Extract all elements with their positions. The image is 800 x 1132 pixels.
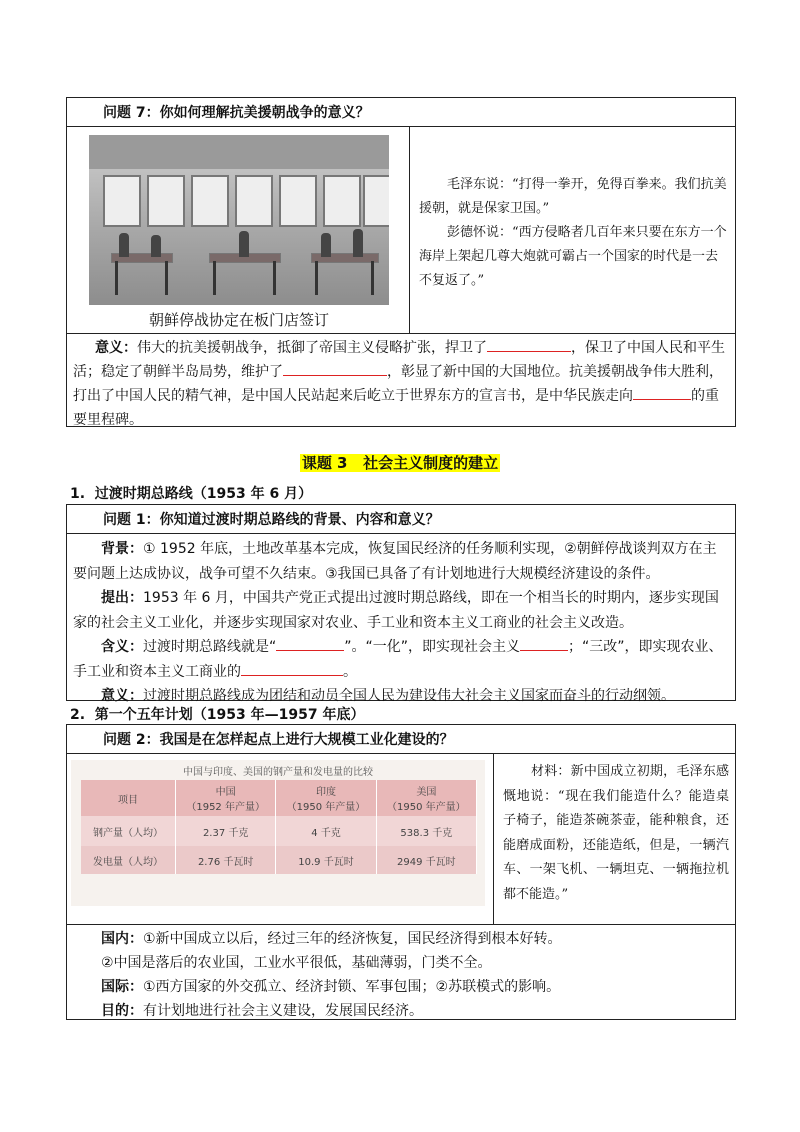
meaning-text-d: 的重要里程碑。 <box>73 388 719 428</box>
col-usa: 美国 （1950 年产量） <box>376 780 476 816</box>
col-item: 项目 <box>81 780 176 816</box>
table-row: 发电量（人均） 2.76 千瓦时 10.9 千瓦时 2949 千瓦时 <box>81 846 477 874</box>
domestic-2: ②中国是落后的农业国，工业水平很低，基础薄弱，门类不全。 <box>101 955 492 971</box>
blank-3[interactable] <box>633 387 691 400</box>
mao-material: 材料：新中国成立初期，毛泽东感慨地说：“现在我们能造什么？能造桌子椅子，能造茶碗茶壶，能种粮食，还能磨成面粉，还能造纸，但是，一辆汽车、一架飞机、一辆坦克、一辆拖拉机都不能造。” <box>503 764 729 902</box>
question-7-box <box>66 97 736 427</box>
meaning-para: 含义：过渡时期总路线就是“ ”。“一化”，即实现社会主义 ；“三改”，即实现农业、手工业和资本主义工商业的 。 <box>73 639 723 680</box>
table-row: 钢产量（人均） 2.37 千克 4 千克 538.3 千克 <box>81 816 477 846</box>
question-2-title: 问题 2：我国是在怎样起点上进行大规模工业化建设的？ <box>67 725 735 754</box>
section-2-heading: 2. 第一个五年计划（1953 年—1957 年底） <box>70 707 365 723</box>
significance-para: 意义：过渡时期总路线成为团结和动员全国人民为建设伟大社会主义国家而奋斗的行动纲领。 <box>101 688 675 704</box>
comparison-table-image <box>71 760 485 906</box>
comparison-table <box>81 780 477 874</box>
domestic-1: 国内：①新中国成立以后，经过三年的经济恢复，国民经济得到根本好转。 <box>101 931 562 947</box>
topic-title: 课题 3 社会主义制度的建立 <box>301 454 499 472</box>
meaning-label: 意义： <box>95 340 137 356</box>
international: 国际：①西方国家的外交孤立、经济封锁、军事包围；②苏联模式的影响。 <box>101 979 561 995</box>
q7-meaning <box>67 334 735 432</box>
photo-caption: 朝鲜停战协定在板门店签订 <box>148 311 329 329</box>
question-1-title: 问题 1：你知道过渡时期总路线的背景、内容和意义？ <box>67 505 735 534</box>
blank-5[interactable] <box>520 638 568 651</box>
question-7-title: 问题 7：你如何理解抗美援朝战争的意义？ <box>67 98 735 127</box>
question-7-content-row <box>67 127 735 334</box>
q2-body <box>67 925 735 1023</box>
proposal-para: 提出：1953 年 6 月，中国共产党正式提出过渡时期总路线，即在一个相当长的时期内，逐步实现国家的社会主义工业化，并逐步实现国家对农业、手工业和资本主义工商业的社会主义改造。 <box>73 590 719 631</box>
blank-2[interactable] <box>283 363 387 376</box>
armistice-photo <box>89 135 389 305</box>
peng-quote: 彭德怀说：“西方侵略者几百年来只要在东方一个海岸上架起几尊大炮就可霸占一个国家的时代是一去不复返了。” <box>419 225 727 288</box>
blank-1[interactable] <box>487 339 571 352</box>
blank-6[interactable] <box>241 663 343 676</box>
col-china: 中国 （1952 年产量） <box>176 780 276 816</box>
background-para: 背景：① 1952 年底，土地改革基本完成，恢复国民经济的任务顺利实现，②朝鲜停战谈判双方在主要问题上达成协议，战争可望不久结束。③我国已具备了有计划地进行大规模经济建设的条件。 <box>73 541 717 582</box>
meaning-text-c: ，彰显了新中国的大国地位。抗美援朝战争伟大胜利，打出了中国人民的精气神，是中国人民站起来后屹立于世界东方的宣言书，是中华民族走向 <box>73 364 723 404</box>
question-2-box <box>66 724 736 1020</box>
photo-divider <box>409 127 410 333</box>
purpose: 目的：有计划地进行社会主义建设，发展国民经济。 <box>101 1003 423 1019</box>
quotes-panel <box>419 173 729 293</box>
question-1-box <box>66 504 736 704</box>
table-caption: 中国与印度、美国的钢产量和发电量的比较 <box>183 767 373 778</box>
meaning-text-b: ，保卫了中国人民和平生活；稳定了朝鲜半岛局势，维护了 <box>73 340 725 380</box>
col-india: 印度 （1950 年产量） <box>276 780 376 816</box>
table-divider <box>493 754 494 924</box>
q2-content-row <box>67 754 735 925</box>
meaning-text-a: 伟大的抗美援朝战争，抵御了帝国主义侵略扩张，捍卫了 <box>137 340 487 356</box>
mao-quote: 毛泽东说：“打得一拳开，免得百拳来。我们抗美援朝，就是保家卫国。” <box>419 177 727 216</box>
section-1-heading: 1. 过渡时期总路线（1953 年 6 月） <box>70 486 313 502</box>
q1-body <box>67 534 735 709</box>
blank-4[interactable] <box>276 638 344 651</box>
